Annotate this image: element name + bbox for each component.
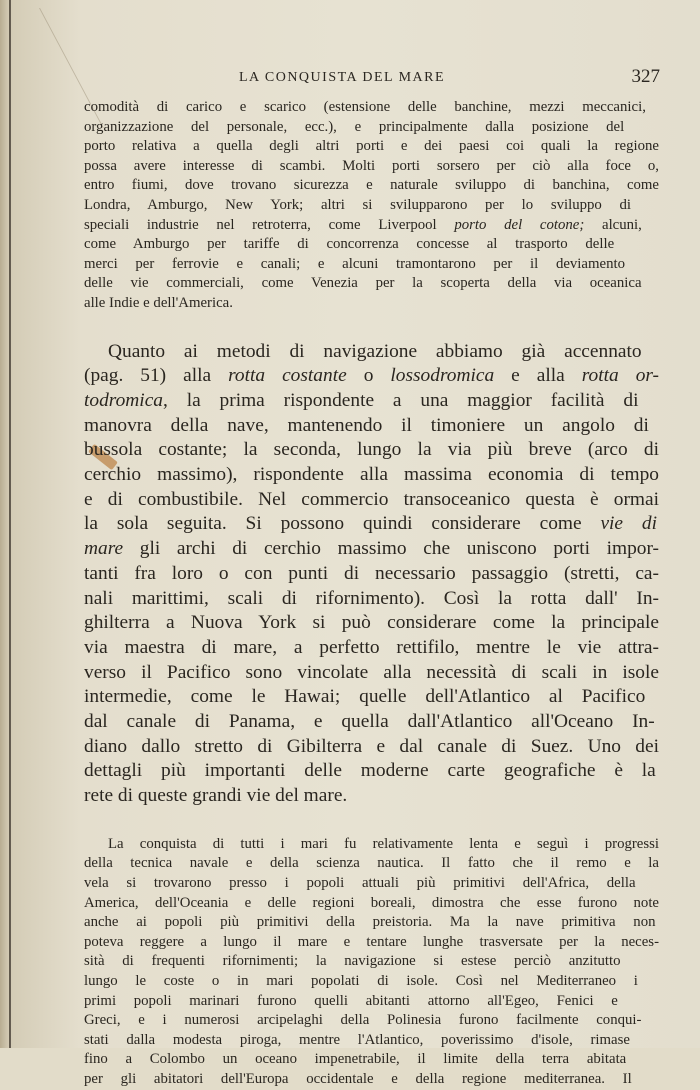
- paragraph-spacer: [84, 314, 660, 340]
- text-line: cerchio massimo), rispondente alla massima economia di tempo: [84, 464, 659, 486]
- text-run: gli archi di cerchio massimo che uniscono porti impor-: [123, 538, 659, 560]
- text-line: organizzazione del personale, ecc.), e principalmente dalla posizione del: [84, 118, 625, 135]
- text-run: speciali industrie nel retroterra, come Liverpool: [84, 216, 455, 233]
- paragraph-spacer: [84, 809, 660, 835]
- text-line: Quanto ai metodi di navigazione abbiamo già accennato: [108, 340, 642, 362]
- page-header: [84, 66, 660, 92]
- text-run: alcuni,: [584, 216, 642, 233]
- text-line: vela si trovarono presso i popoli attuali più primitivi dell'Africa, della: [84, 875, 636, 892]
- text-line: manovra della nave, mantenendo il timoniere un angolo di: [84, 414, 649, 436]
- text-line: entro fiumi, dove trovano sicurezza e naturale sviluppo di banchina, come: [84, 177, 659, 194]
- text-line: [84, 364, 660, 389]
- italic-text: rotta costante: [228, 365, 347, 387]
- text-line: verso il Pacifico sono vincolate alla necessità di scali in isole: [84, 661, 659, 683]
- text-run: o: [346, 365, 391, 387]
- text-line: Londra, Amburgo, New York; altri si svilupparono per lo sviluppo di: [84, 196, 632, 213]
- text-run: (pag. 51) alla: [84, 365, 229, 387]
- paragraph-3: [84, 835, 660, 1090]
- text-line: tanti fra loro o con punti di necessario passaggio (stretti, ca-: [84, 562, 659, 584]
- text-run: la sola seguita. Si possono quindi considerare come: [84, 513, 601, 535]
- text-line: merci per ferrovie e canali; e alcuni tramontarono per il deviamento: [84, 255, 625, 272]
- text-line: possa avere interesse di scambi. Molti porti sorsero per ciò alla foce o,: [84, 157, 659, 174]
- italic-text: porto del cotone;: [454, 216, 585, 233]
- italic-text: mare: [84, 538, 124, 560]
- text-line: America, dell'Oceania e delle regioni boreali, dimostra che esse furono note: [84, 894, 659, 911]
- text-line: porto relativa a quella degli altri porti e dei paesi coi quali la regione: [84, 138, 659, 155]
- text-run: , la prima rispondente a una maggior facilità di: [163, 389, 639, 411]
- text-line: alle Indie e dell'America.: [84, 294, 233, 311]
- text-line: nali marittimi, scali di rifornimento). Così la rotta dall' In-: [84, 587, 659, 609]
- text-line: sità di frequenti rifornimenti; la navigazione si estese perciò anzitutto: [84, 953, 621, 970]
- text-line: fino a Colombo un oceano impenetrabile, il limite della terra abitata: [84, 1051, 627, 1068]
- text-line: della tecnica navale e della scienza nautica. Il fatto che il remo e la: [84, 855, 659, 872]
- text-line: [84, 512, 660, 537]
- paragraph-2: [84, 340, 660, 809]
- text-line: stati dalla modesta piroga, mentre l'Atlantico, poverissimo d'isole, rimase: [84, 1031, 630, 1048]
- text-line: [84, 216, 660, 236]
- text-line: via maestra di mare, a perfetto rettifilo, mentre le vie attra-: [84, 636, 659, 658]
- text-line: per gli abitatori dell'Europa occidentale e della regione mediterranea. Il: [84, 1071, 632, 1088]
- text-line: anche ai popoli più primitivi della preistoria. Ma la nave primitiva non: [84, 914, 656, 931]
- text-line: [84, 389, 660, 414]
- text-line: ghilterra a Nuova York si può considerare come la principale: [84, 612, 659, 634]
- text-line: La conquista di tutti i mari fu relativamente lenta e seguì i progressi: [108, 835, 659, 852]
- paragraph-1: [84, 98, 660, 314]
- text-line: poteva reggere a lungo il mare e tentare lunghe trasversate per la neces-: [84, 933, 659, 950]
- running-title: LA CONQUISTA DEL MARE: [238, 70, 446, 85]
- italic-text: todromica: [84, 389, 163, 411]
- text-line: bussola costante; la seconda, lungo la via più breve (arco di: [84, 439, 659, 461]
- text-line: comodità di carico e scarico (estensione delle banchine, mezzi meccanici,: [84, 99, 646, 115]
- text-line: diano dallo stretto di Gibilterra e dal canale di Suez. Uno dei: [84, 735, 659, 757]
- italic-text: vie di: [600, 513, 657, 535]
- text-line: rete di queste grandi vie del mare.: [84, 785, 348, 807]
- text-run: e alla: [494, 365, 582, 387]
- text-line: e di combustibile. Nel commercio transoceanico questa è ormai: [84, 488, 659, 510]
- italic-text: lossodromica: [390, 365, 495, 387]
- page-number: 327: [631, 66, 660, 87]
- text-line: lungo le coste o in mari popolati di isole. Così nel Mediterraneo i: [84, 973, 638, 990]
- text-line: [84, 537, 660, 562]
- text-line: dettagli più importanti delle moderne carte geografiche è la: [84, 760, 656, 782]
- text-line: primi popoli marinari furono quelli abitanti attorno all'Egeo, Fenici e: [84, 992, 618, 1009]
- text-line: intermedie, come le Hawai; quelle dell'Atlantico al Pacifico: [84, 686, 646, 708]
- text-line: come Amburgo per tariffe di concorrenza concesse al trasporto delle: [84, 236, 615, 253]
- text-line: dal canale di Panama, e quella dall'Atlantico all'Oceano In-: [84, 711, 655, 733]
- text-line: Greci, e i numerosi arcipelaghi della Polinesia furono facilmente conqui-: [84, 1012, 642, 1029]
- italic-text: rotta or-: [581, 365, 660, 387]
- text-line: delle vie commerciali, come Venezia per la scoperta della via oceanica: [84, 275, 642, 292]
- text-column: [84, 66, 660, 1090]
